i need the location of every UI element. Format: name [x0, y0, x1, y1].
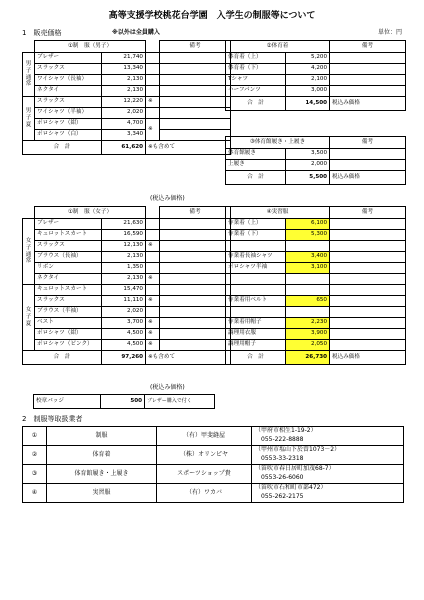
pe-item-price: 3,000: [286, 86, 330, 97]
section-2-heading: 2 制服等取扱業者: [22, 415, 83, 423]
girls-item-name: キュロットスカート: [35, 285, 102, 296]
boys-item-name: ポロシャツ（紺）: [35, 119, 102, 130]
vendor-row: [23, 484, 404, 503]
pe-item-name: Tシャツ: [226, 75, 286, 86]
girls-remarks-cell: [160, 274, 231, 285]
girls-mark-cell: [146, 307, 160, 318]
practice-tax-label: 税込み価格: [330, 351, 406, 365]
boys-item-name: ワイシャツ（半袖）: [35, 108, 102, 119]
vendor-table: [22, 426, 404, 503]
girls-row: [23, 219, 231, 230]
vendor-shop: スポーツショップ貴: [157, 465, 252, 484]
pe-item-name: ハーフパンツ: [226, 86, 286, 97]
vendor-phone: 055-262-2175: [261, 493, 304, 500]
vendor-address: （笛吹市春日居町加茂68-7）: [255, 465, 335, 473]
practice-item-price: [286, 307, 330, 318]
girls-side-label: 女子通常: [25, 237, 32, 265]
boys-row: [23, 108, 231, 119]
boys-row: [23, 53, 231, 64]
girls-item-price: 3,700: [102, 318, 146, 329]
boys-tax-note: (税込み価格): [150, 195, 185, 202]
boys-item-price: 2,130: [102, 75, 146, 86]
practice-item-name: 作業着用ベルト: [226, 296, 286, 307]
girls-side-label: 女子夏: [25, 307, 32, 327]
vendor-number: ①: [23, 427, 47, 446]
shoes-item-name: 上履き: [226, 160, 286, 171]
boys-row: [23, 130, 231, 141]
boys-mark-cell: [146, 75, 160, 86]
girls-mark-cell: [146, 285, 160, 296]
boys-mark-cell: [146, 64, 160, 75]
practice-item-name: ポロシャツ半袖: [226, 263, 286, 274]
girls-mark-cell: [146, 230, 160, 241]
girls-side-normal: [23, 219, 35, 285]
girls-remarks-cell: [160, 285, 231, 296]
shoes-item-price: 3,500: [286, 149, 330, 160]
pe-tax-label: 税込み価格: [330, 97, 406, 111]
shoes-row: [226, 149, 406, 160]
girls-item-name: ブラウス（長袖）: [35, 252, 102, 263]
pe-item-price: 4,200: [286, 64, 330, 75]
boys-total-label: 合 計: [23, 141, 102, 155]
vendor-shop: （有）甲斐縫屋: [157, 427, 252, 446]
vendor-row: [23, 427, 404, 446]
girls-remarks-cell: [160, 263, 231, 274]
girls-optional-mark: ※: [146, 340, 160, 351]
boys-remarks-cell: [160, 108, 231, 119]
practice-row: [226, 263, 406, 274]
girls-item-name: ネクタイ: [35, 274, 102, 285]
girls-optional-mark: ※: [146, 241, 160, 252]
practice-remarks-cell: [330, 296, 406, 307]
vendor-contact: [252, 446, 404, 465]
practice-row: [226, 340, 406, 351]
practice-item-name: [226, 241, 286, 252]
girls-item-price: 21,630: [102, 219, 146, 230]
girls-item-name: キュロットスカート: [35, 230, 102, 241]
boys-side-normal: [23, 53, 35, 97]
girls-mark-cell: [146, 219, 160, 230]
practice-row: [226, 318, 406, 329]
girls-remarks-cell: [160, 329, 231, 340]
boys-item-price: 4,700: [102, 119, 146, 130]
vendor-shop: （株）オリンピヤ: [157, 446, 252, 465]
boys-row: [23, 75, 231, 86]
pe-row: [226, 86, 406, 97]
vendor-phone: 055-222-8888: [261, 436, 304, 443]
shoes-table: [225, 136, 406, 185]
boys-remarks-cell: [160, 97, 231, 108]
girls-remarks-cell: [160, 307, 231, 318]
girls-header: ①制 服（女子）: [35, 207, 146, 219]
girls-item-price: 4,500: [102, 340, 146, 351]
vendor-item: 体育館履き・上履き: [47, 465, 157, 484]
girls-row: [23, 307, 231, 318]
practice-item-price: 2,230: [286, 318, 330, 329]
girls-remarks-cell: [160, 252, 231, 263]
vendor-number: ②: [23, 446, 47, 465]
practice-item-name: 調理用衣服: [226, 329, 286, 340]
boys-optional-mark: ※: [146, 119, 160, 141]
girls-remarks-cell: [160, 230, 231, 241]
boys-total: 61,620: [102, 141, 146, 155]
pe-remarks-header: 備考: [330, 41, 406, 53]
boys-remarks-cell: [160, 53, 231, 64]
girls-remarks-cell: [160, 241, 231, 252]
practice-item-price: [286, 285, 330, 296]
vendor-row: [23, 446, 404, 465]
pe-remarks-cell: [330, 86, 406, 97]
girls-row: [23, 241, 231, 252]
boys-item-price: 12,220: [102, 97, 146, 108]
boys-remarks-cell: [160, 86, 231, 97]
practice-item-price: [286, 241, 330, 252]
girls-item-price: 1,350: [102, 263, 146, 274]
girls-item-name: ブラウス（半袖）: [35, 307, 102, 318]
vendor-phone: 0553-33-2318: [261, 455, 304, 462]
boys-side-summer: [23, 97, 35, 141]
boys-item-name: ネクタイ: [35, 86, 102, 97]
boys-item-price: 13,340: [102, 64, 146, 75]
boys-row: [23, 97, 231, 108]
practice-item-name: [226, 307, 286, 318]
girls-optional-mark: ※: [146, 274, 160, 285]
badge-price: 500: [101, 395, 145, 409]
pe-row: [226, 53, 406, 64]
girls-remarks-cell: [160, 318, 231, 329]
shoes-row: [226, 160, 406, 171]
pe-item-price: 2,100: [286, 75, 330, 86]
vendor-address: （甲州市塩山下於曽1073－2）: [255, 446, 341, 454]
vendor-address: （甲府市相生1-19-2）: [255, 427, 317, 435]
badge-table: [33, 394, 215, 409]
pe-total: 14,500: [286, 97, 330, 111]
girls-item-price: 2,020: [102, 307, 146, 318]
girls-optional-mark: ※: [146, 329, 160, 340]
girls-row: [23, 285, 231, 296]
practice-item-name: [226, 274, 286, 285]
boys-mark-cell: [146, 108, 160, 119]
girls-row: [23, 263, 231, 274]
practice-row: [226, 307, 406, 318]
practice-item-price: 2,050: [286, 340, 330, 351]
practice-item-price: 6,100: [286, 219, 330, 230]
practice-remarks-cell: [330, 285, 406, 296]
vendor-item: 実習服: [47, 484, 157, 503]
girls-item-price: 2,130: [102, 274, 146, 285]
practice-row: [226, 329, 406, 340]
practice-total-label: 合 計: [226, 351, 286, 365]
practice-row: [226, 230, 406, 241]
girls-item-name: ポロシャツ（紺）: [35, 329, 102, 340]
practice-item-name: [226, 285, 286, 296]
girls-item-price: 4,500: [102, 329, 146, 340]
shoes-item-name: 体育館履き: [226, 149, 286, 160]
vendor-item: 体育着: [47, 446, 157, 465]
boys-row: [23, 119, 231, 130]
boys-item-name: スラックス: [35, 64, 102, 75]
boys-item-price: 3,340: [102, 130, 146, 141]
boys-remarks-cell: [160, 75, 231, 86]
girls-side-summer: [23, 285, 35, 351]
girls-item-name: ブレザー: [35, 219, 102, 230]
girls-item-price: 12,130: [102, 241, 146, 252]
girls-total: 97,260: [102, 351, 146, 365]
girls-item-price: 16,590: [102, 230, 146, 241]
practice-item-price: 650: [286, 296, 330, 307]
practice-item-price: 3,100: [286, 263, 330, 274]
boys-header: ①制 服（男子）: [35, 41, 146, 53]
section-1-heading: 1 販売価格: [22, 29, 62, 37]
girls-row: [23, 252, 231, 263]
girls-item-price: 15,470: [102, 285, 146, 296]
vendor-phone: 0553-26-6060: [261, 474, 304, 481]
badge-name: 校章バッジ: [34, 395, 101, 409]
practice-remarks-cell: [330, 307, 406, 318]
boys-optional-mark: ※: [146, 97, 160, 108]
shoes-total-label: 合 計: [226, 171, 286, 185]
practice-remarks-cell: [330, 340, 406, 351]
boys-item-name: ポロシャツ（白）: [35, 130, 102, 141]
practice-total: 26,730: [286, 351, 330, 365]
pe-item-name: 体育着（下）: [226, 64, 286, 75]
girls-optional-mark: ※: [146, 318, 160, 329]
boys-item-name: スラックス: [35, 97, 102, 108]
boys-row: [23, 86, 231, 97]
girls-item-price: 11,110: [102, 296, 146, 307]
shoes-remarks-header: 備考: [330, 137, 406, 149]
practice-row: [226, 252, 406, 263]
girls-uniform-table: [22, 206, 231, 365]
boys-item-price: 2,130: [102, 86, 146, 97]
boys-row: [23, 64, 231, 75]
vendor-contact: [252, 484, 404, 503]
shoes-remarks-cell: [330, 149, 406, 160]
pe-item-price: 5,200: [286, 53, 330, 64]
vendor-contact: [252, 427, 404, 446]
girls-row: [23, 318, 231, 329]
practice-remarks-cell: [330, 252, 406, 263]
practice-item-name: 作業着長袖シャツ: [226, 252, 286, 263]
girls-item-price: 2,130: [102, 252, 146, 263]
practice-item-price: 3,400: [286, 252, 330, 263]
girls-row: [23, 230, 231, 241]
practice-remarks-cell: [330, 329, 406, 340]
girls-row: [23, 340, 231, 351]
girls-remarks-cell: [160, 219, 231, 230]
girls-row: [23, 296, 231, 307]
boys-remarks-header: 備考: [160, 41, 231, 53]
shoes-total: 5,500: [286, 171, 330, 185]
boys-side-label: 男子夏: [25, 108, 32, 128]
pe-header: ②体育着: [226, 41, 330, 53]
practice-item-name: 作業着用帽子: [226, 318, 286, 329]
boys-item-price: 21,740: [102, 53, 146, 64]
girls-tax-note: (税込み価格): [150, 384, 185, 391]
girls-remarks-cell: [160, 296, 231, 307]
girls-mark-cell: [146, 263, 160, 274]
shoes-remarks-cell: [330, 160, 406, 171]
boys-item-name: ワイシャツ（長袖）: [35, 75, 102, 86]
practice-remarks-cell: [330, 241, 406, 252]
boys-mark-cell: [146, 86, 160, 97]
shoes-tax-label: 税込み価格: [330, 171, 406, 185]
boys-remarks-cell: [160, 119, 231, 130]
boys-remarks-cell: [160, 130, 231, 141]
vendor-row: [23, 465, 404, 484]
girls-item-name: リボン: [35, 263, 102, 274]
vendor-number: ③: [23, 465, 47, 484]
pe-item-name: 体育着（上）: [226, 53, 286, 64]
practice-row: [226, 241, 406, 252]
girls-row: [23, 329, 231, 340]
practice-row: [226, 274, 406, 285]
practice-item-price: 3,900: [286, 329, 330, 340]
girls-optional-mark: ※: [146, 296, 160, 307]
vendor-contact: [252, 465, 404, 484]
girls-row: [23, 274, 231, 285]
practice-row: [226, 219, 406, 230]
unit-label: 単位：円: [377, 29, 402, 36]
vendor-shop: （有）ワカバ: [157, 484, 252, 503]
practice-remarks-cell: [330, 219, 406, 230]
boys-item-name: ブレザー: [35, 53, 102, 64]
boys-side-label: 男子通常: [25, 60, 32, 88]
practice-header: ④実習服: [226, 207, 330, 219]
purchase-note: ※以外は全員購入: [112, 29, 160, 36]
boys-uniform-table: [22, 40, 231, 155]
girls-remarks-cell: [160, 340, 231, 351]
shoes-item-price: 2,000: [286, 160, 330, 171]
badge-note: ブレザー購入で付く: [145, 395, 215, 409]
practice-table: [225, 206, 406, 365]
practice-remarks-cell: [330, 263, 406, 274]
practice-remarks-cell: [330, 318, 406, 329]
pe-total-label: 合 計: [226, 97, 286, 111]
practice-remarks-cell: [330, 230, 406, 241]
boys-total-note: ※も含めて: [146, 141, 231, 155]
practice-item-name: 作業着（上）: [226, 219, 286, 230]
girls-item-name: スラックス: [35, 241, 102, 252]
practice-item-price: 5,300: [286, 230, 330, 241]
pe-remarks-cell: [330, 64, 406, 75]
boys-item-price: 2,020: [102, 108, 146, 119]
pe-remarks-cell: [330, 75, 406, 86]
girls-total-note: ※も含めて: [146, 351, 231, 365]
girls-remarks-header: 備考: [160, 207, 231, 219]
pe-table: [225, 40, 406, 111]
shoes-header: ③体育館履き・上履き: [226, 137, 330, 149]
vendor-item: 制服: [47, 427, 157, 446]
page-title: 高等支援学校桃花台学園 入学生の制服等について: [108, 11, 316, 21]
girls-item-name: スラックス: [35, 296, 102, 307]
pe-row: [226, 64, 406, 75]
boys-mark-cell: [146, 53, 160, 64]
pe-remarks-cell: [330, 53, 406, 64]
practice-row: [226, 285, 406, 296]
practice-remarks-header: 備考: [330, 207, 406, 219]
girls-item-name: ポロシャツ（ピンク）: [35, 340, 102, 351]
girls-mark-cell: [146, 252, 160, 263]
practice-row: [226, 296, 406, 307]
girls-item-name: ベスト: [35, 318, 102, 329]
practice-item-name: 作業着（下）: [226, 230, 286, 241]
vendor-number: ④: [23, 484, 47, 503]
practice-remarks-cell: [330, 274, 406, 285]
boys-remarks-cell: [160, 64, 231, 75]
girls-total-label: 合 計: [23, 351, 102, 365]
practice-item-name: 調理用帽子: [226, 340, 286, 351]
pe-row: [226, 75, 406, 86]
vendor-address: （笛吹市石和町市部472）: [255, 484, 327, 492]
practice-item-price: [286, 274, 330, 285]
